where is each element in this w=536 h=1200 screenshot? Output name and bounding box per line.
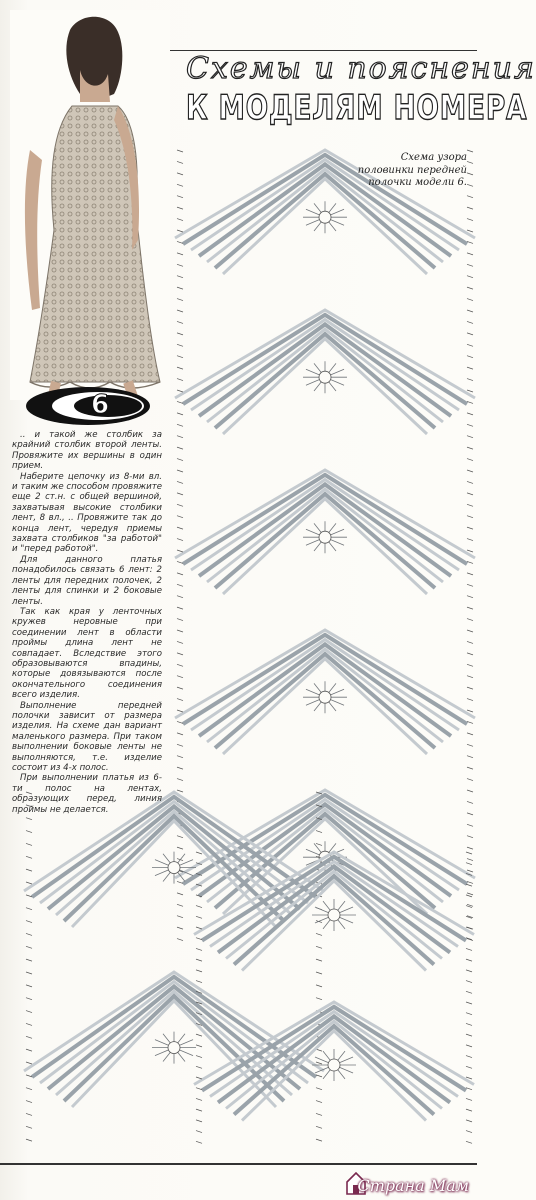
- instruction-paragraph: .. и такой же столбик за крайний столбик второй ленты. Провяжите их вершины в один прием.: [12, 430, 162, 472]
- model-number: 6: [90, 390, 110, 420]
- site-watermark: Страна Мам: [357, 1176, 469, 1195]
- schema-caption: Схема узора половинки передней полочки модели 6.: [357, 152, 467, 188]
- instruction-paragraph: Для данного платья понадобилось связать 6 лент: 2 ленты для передних полочек, 2 ленты для спинки и 2 боковые ленты.: [12, 554, 162, 607]
- chart-bands-lower-right: [194, 852, 474, 1143]
- title-line-1: Схемы и пояснения: [186, 51, 536, 86]
- instruction-paragraph: Так как края у ленточных кружев неровные при соединении лент в области проймы длина лент не совпадает. Вследствие этого образовываются впадины, которые довязываются после окончательного соединения всего изделия.: [12, 606, 162, 701]
- instruction-paragraph: Выполнение передней полочки зависит от размера изделия. На схеме дан вариант маленького размера. При таком выполнении боковые ленты не выполняются, т.е. изделие состоит из 4-х полос.: [12, 700, 162, 773]
- bottom-rule: [0, 1163, 477, 1165]
- instruction-paragraph: При выполнении платья из 6-ти полос на лентах, образующих перед, линия проймы не делается.: [12, 773, 162, 815]
- chart-bands-lower-left: [24, 792, 324, 1141]
- title-line-2: К МОДЕЛЯМ НОМЕРА: [186, 88, 528, 128]
- instruction-paragraph: Наберите цепочку из 8-ми вл. и таким же способом провяжите еще 2 ст.н. с общей вершиной, захватывая высокие столбики лент, 8 вл., .. Провяжите так до конца лент, чередуя приемы захвата столбиков "за работой" и "перед работой".: [12, 471, 162, 555]
- model-photo: [10, 10, 170, 400]
- instructions-text: [12, 430, 162, 815]
- crochet-pattern-chart-lower: [14, 792, 477, 1152]
